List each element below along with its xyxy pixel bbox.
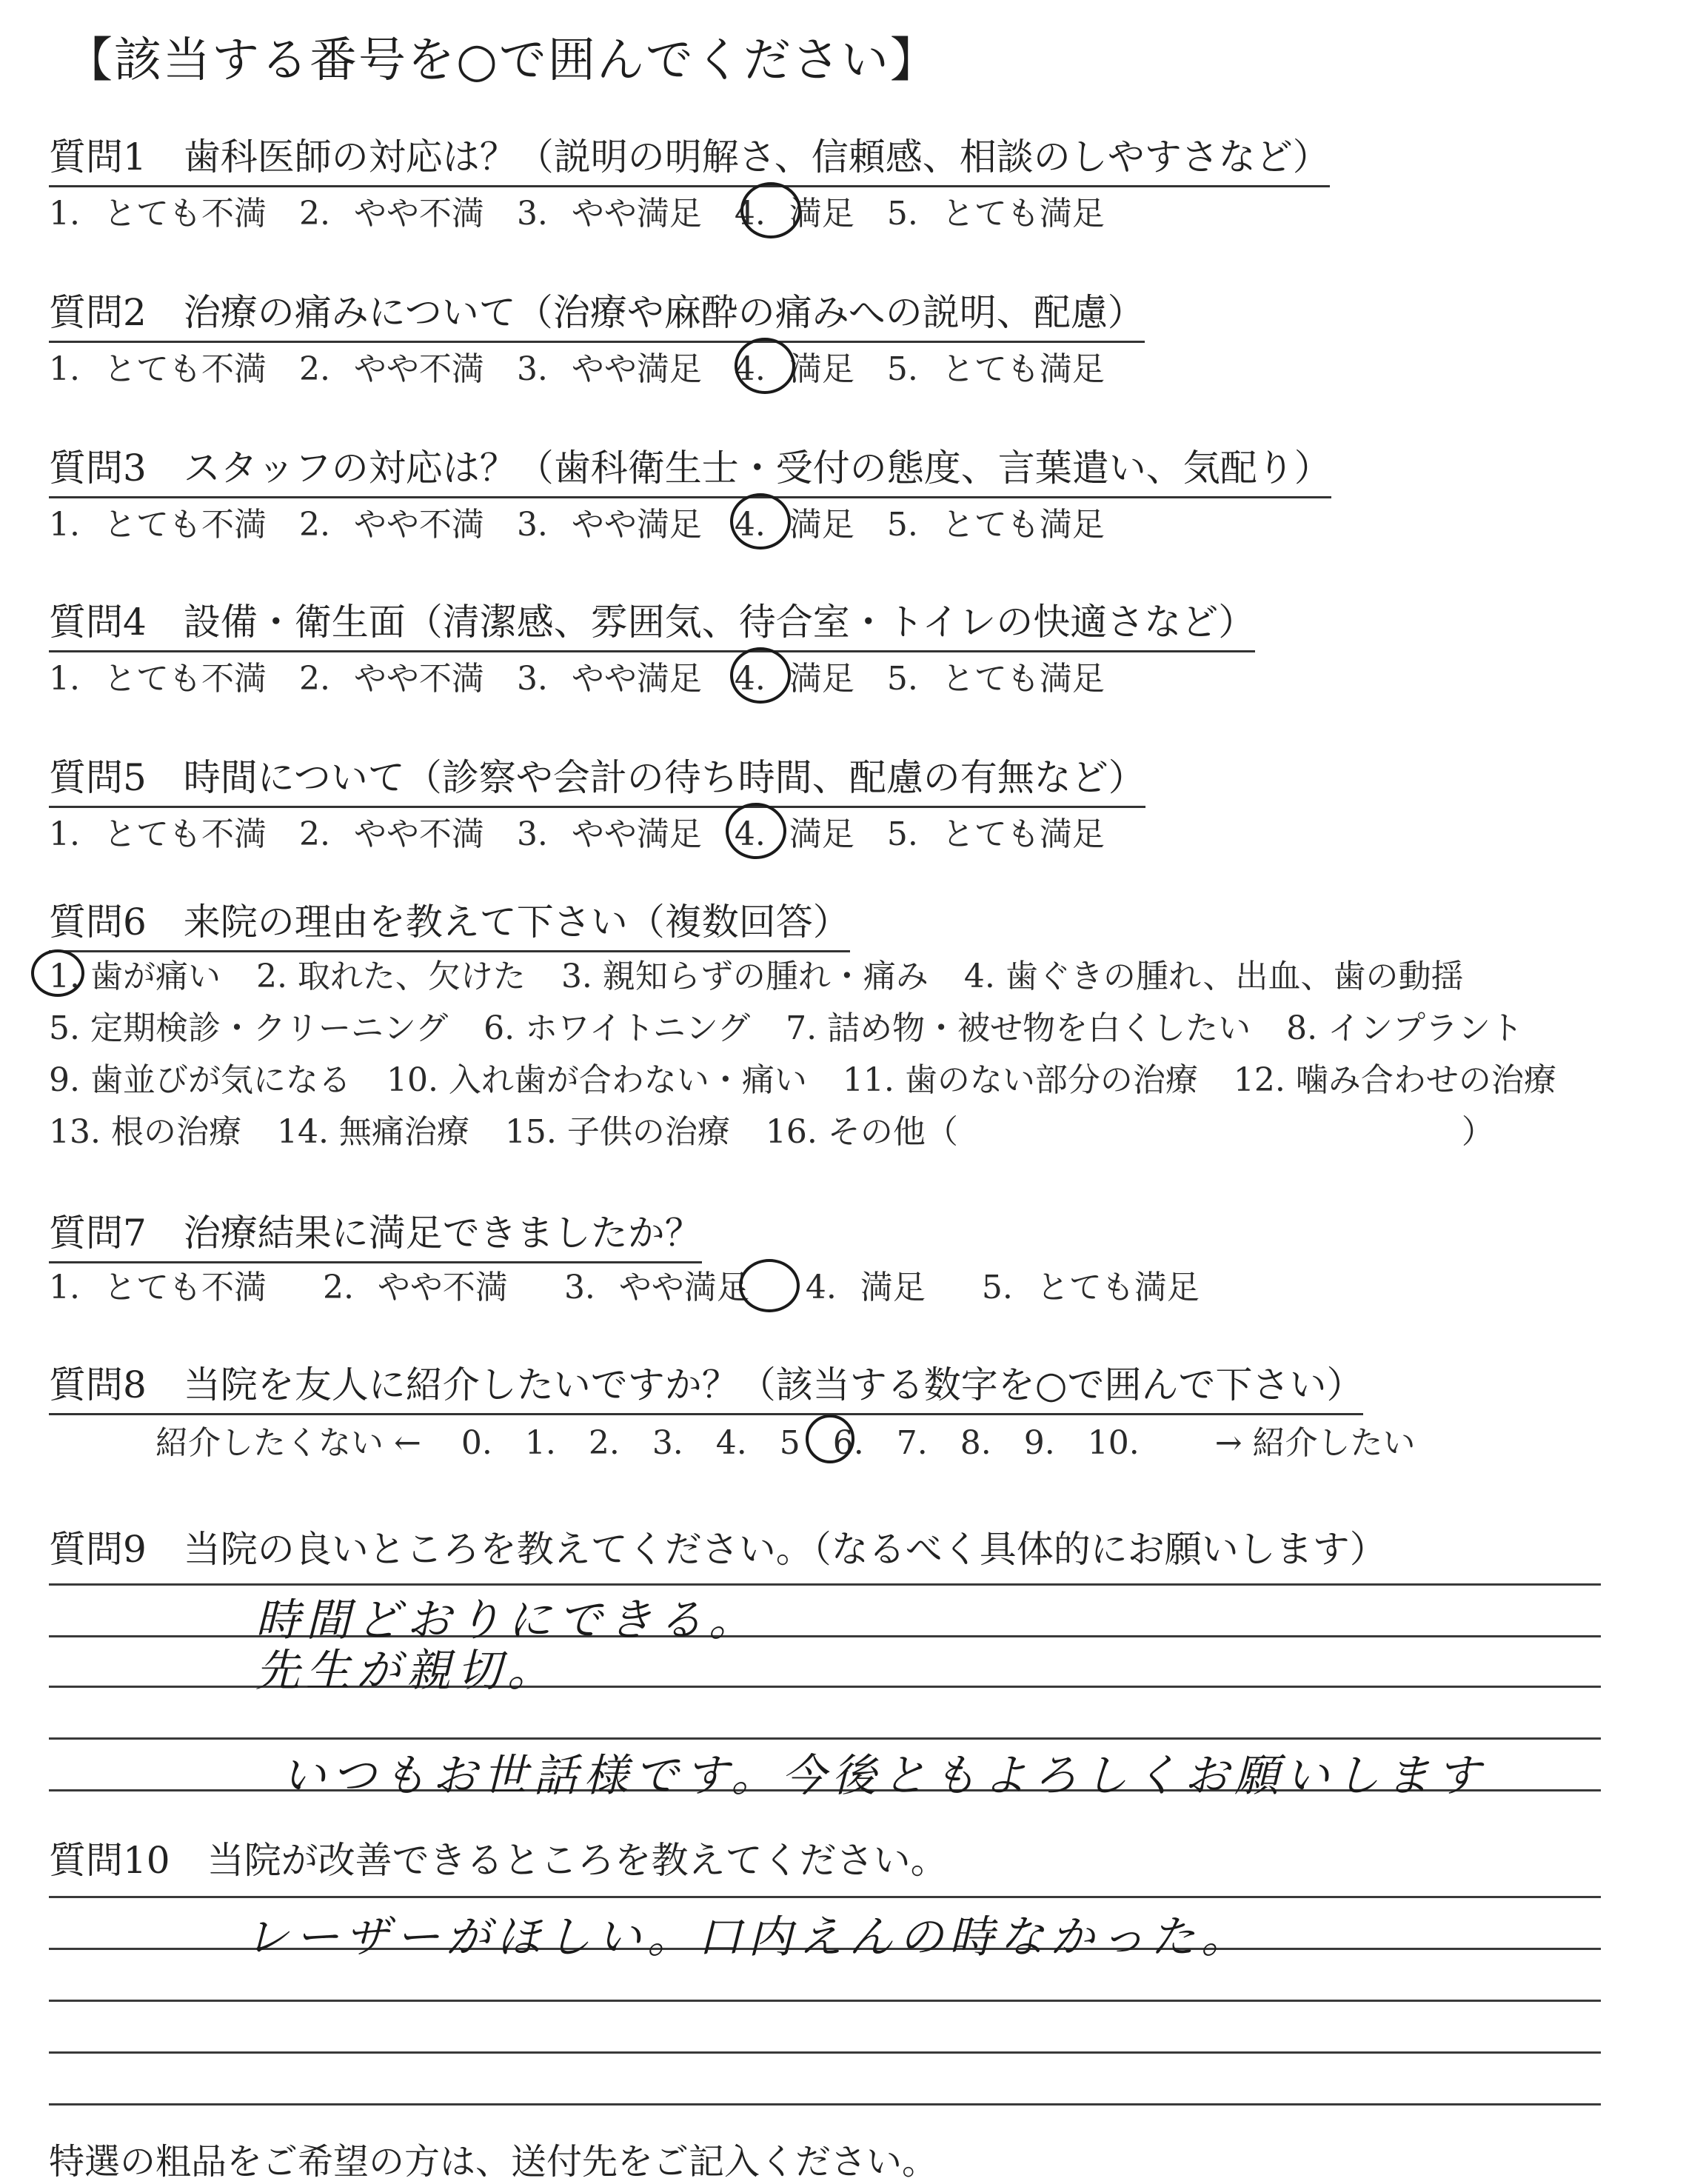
option-5[interactable]: 5. とても満足	[886, 660, 1105, 698]
question-1-options	[49, 187, 1137, 234]
question-7-options	[49, 1260, 1232, 1308]
option-4[interactable]: 4. 満足	[734, 815, 854, 853]
answer-circle-q4	[730, 647, 791, 704]
q6-option[interactable]: 7. 詰め物・被せ物を白くしたい	[786, 1009, 1251, 1047]
question-10-heading: 質問10 当院が改善できるところを教えてください。	[49, 1839, 948, 1882]
option-4[interactable]: 4. 満足	[734, 506, 854, 544]
question-2-heading: 質問2 治療の痛みについて（治療や麻酔の痛みへの説明、配慮）	[49, 283, 1145, 343]
option-1[interactable]: 1. とても不満	[49, 660, 267, 698]
footer-note: 特選の粗品をご希望の方は、送付先をご記入ください。	[49, 2141, 938, 2183]
question-1-heading: 質問1 歯科医師の対応は？（説明の明解さ、信頼感、相談のしやすさなど）	[49, 127, 1330, 187]
scale-number[interactable]: 2.	[588, 1424, 620, 1462]
scale-number[interactable]: 10.	[1087, 1424, 1140, 1462]
option-4[interactable]: 4. 満足	[734, 195, 854, 233]
question-2-options	[49, 342, 1137, 390]
question-5-heading: 質問5 時間について（診察や会計の待ち時間、配慮の有無など）	[49, 748, 1145, 808]
q6-option[interactable]: 13. 根の治療	[49, 1113, 241, 1151]
option-2[interactable]: 2. やや不満	[322, 1269, 508, 1306]
q6-option[interactable]: 15. 子供の治療	[504, 1113, 730, 1151]
q6-option[interactable]: 5. 定期検診・クリーニング	[49, 1009, 449, 1047]
option-5[interactable]: 5. とても満足	[886, 815, 1105, 853]
q6-option[interactable]: 4. 歯ぐきの腫れ、出血、歯の動揺	[963, 958, 1464, 995]
question-4-options	[49, 652, 1137, 699]
q6-option[interactable]: 14. 無痛治療	[276, 1113, 469, 1151]
answer-circle-q2	[735, 338, 795, 394]
q6-option[interactable]: 2. 取れた、欠けた	[255, 958, 526, 995]
question-6-heading: 質問6 来院の理由を教えて下さい（複数回答）	[49, 892, 850, 952]
q6-row	[49, 1001, 1559, 1049]
answer-line	[49, 1896, 1601, 1898]
option-3[interactable]: 3. やや満足	[516, 660, 702, 698]
q6-row	[49, 1053, 1592, 1101]
option-2[interactable]: 2. やや不満	[298, 660, 484, 698]
option-3[interactable]: 3. やや満足	[516, 815, 702, 853]
handwritten-answer: レーザーがほしい。口内えんの時なかった。	[244, 1911, 1251, 1963]
option-1[interactable]: 1. とても不満	[49, 195, 267, 233]
answer-line	[49, 2000, 1601, 2002]
scale-number[interactable]: 8.	[960, 1424, 991, 1462]
option-4[interactable]: 4. 満足	[805, 1269, 926, 1306]
option-1[interactable]: 1. とても不満	[49, 350, 267, 388]
option-2[interactable]: 2. やや不満	[298, 506, 484, 544]
answer-circle-q7	[739, 1259, 800, 1312]
scale-number[interactable]: 6.	[832, 1424, 864, 1462]
question-7-heading: 質問7 治療結果に満足できましたか？	[49, 1203, 702, 1263]
scale-number[interactable]: 9.	[1023, 1424, 1055, 1462]
q6-option[interactable]: 9. 歯並びが気になる	[49, 1061, 351, 1099]
answer-circle-q8	[806, 1415, 854, 1463]
scale-number[interactable]: 3.	[652, 1424, 683, 1462]
question-9-heading: 質問9 当院の良いところを教えてください。（なるべく具体的にお願いします）	[49, 1528, 1387, 1571]
scale-number[interactable]: 1.	[524, 1424, 556, 1462]
scale-left-label: 紹介したくない ←	[155, 1424, 421, 1462]
option-5[interactable]: 5. とても満足	[886, 506, 1105, 544]
q6-option[interactable]: 16. その他（	[765, 1113, 958, 1151]
q6-option[interactable]: ）	[1461, 1113, 1494, 1151]
scale-number[interactable]: 7.	[896, 1424, 928, 1462]
option-4[interactable]: 4. 満足	[734, 660, 854, 698]
handwritten-answer: 時間どおりにできる。	[255, 1594, 759, 1646]
option-3[interactable]: 3. やや満足	[563, 1269, 749, 1306]
handwritten-answer: いつもお世話様です。今後ともよろしくお願いします	[281, 1750, 1487, 1802]
question-8-scale	[155, 1416, 1448, 1463]
answer-circle-q6	[31, 949, 84, 997]
question-8-heading: 質問8 当院を友人に紹介したいですか？（該当する数字を○で囲んで下さい）	[49, 1355, 1363, 1415]
scale-right-label: → 紹介したい	[1214, 1424, 1416, 1462]
q6-option[interactable]: 8. インプラント	[1286, 1009, 1524, 1047]
question-5-options	[49, 807, 1137, 855]
q6-row	[49, 1105, 1530, 1152]
option-4[interactable]: 4. 満足	[734, 350, 854, 388]
q6-option[interactable]: 1. 歯が痛い	[49, 958, 221, 995]
answer-line	[49, 2051, 1601, 2054]
scale-number[interactable]: 4.	[715, 1424, 747, 1462]
option-3[interactable]: 3. やや満足	[516, 350, 702, 388]
q6-option[interactable]: 10. 入れ歯が合わない・痛い	[386, 1061, 807, 1099]
answer-circle-q1	[740, 182, 801, 238]
option-1[interactable]: 1. とても不満	[49, 815, 267, 853]
scale-number[interactable]: 0.	[461, 1424, 492, 1462]
option-3[interactable]: 3. やや満足	[516, 195, 702, 233]
option-2[interactable]: 2. やや不満	[298, 350, 484, 388]
question-4-heading: 質問4 設備・衛生面（清潔感、雰囲気、待合室・トイレの快適さなど）	[49, 592, 1255, 652]
option-2[interactable]: 2. やや不満	[298, 195, 484, 233]
option-3[interactable]: 3. やや満足	[516, 506, 702, 544]
option-1[interactable]: 1. とても不満	[49, 1269, 267, 1306]
answer-circle-q3	[730, 493, 791, 550]
option-5[interactable]: 5. とても満足	[886, 195, 1105, 233]
answer-line	[49, 1737, 1601, 1740]
option-1[interactable]: 1. とても不満	[49, 506, 267, 544]
q6-option[interactable]: 11. 歯のない部分の治療	[842, 1061, 1198, 1099]
option-5[interactable]: 5. とても満足	[981, 1269, 1200, 1306]
q6-option[interactable]: 6. ホワイトニング	[484, 1009, 751, 1047]
q6-option[interactable]: 3. 親知らずの腫れ・痛み	[561, 958, 929, 995]
scale-number[interactable]: 5	[779, 1424, 800, 1462]
page-title: 【該当する番号を○で囲んでください】	[65, 33, 939, 88]
question-3-heading: 質問3 スタッフの対応は？（歯科衛生士・受付の態度、言葉遣い、気配り）	[49, 438, 1331, 498]
question-3-options	[49, 498, 1137, 545]
answer-line	[49, 2103, 1601, 2105]
q6-option[interactable]: 12. 噛み合わせの治療	[1233, 1061, 1556, 1099]
option-5[interactable]: 5. とても満足	[886, 350, 1105, 388]
option-2[interactable]: 2. やや不満	[298, 815, 484, 853]
answer-circle-q5	[726, 803, 786, 859]
handwritten-answer: 先生が親切。	[255, 1645, 558, 1697]
q6-row	[49, 949, 1499, 997]
